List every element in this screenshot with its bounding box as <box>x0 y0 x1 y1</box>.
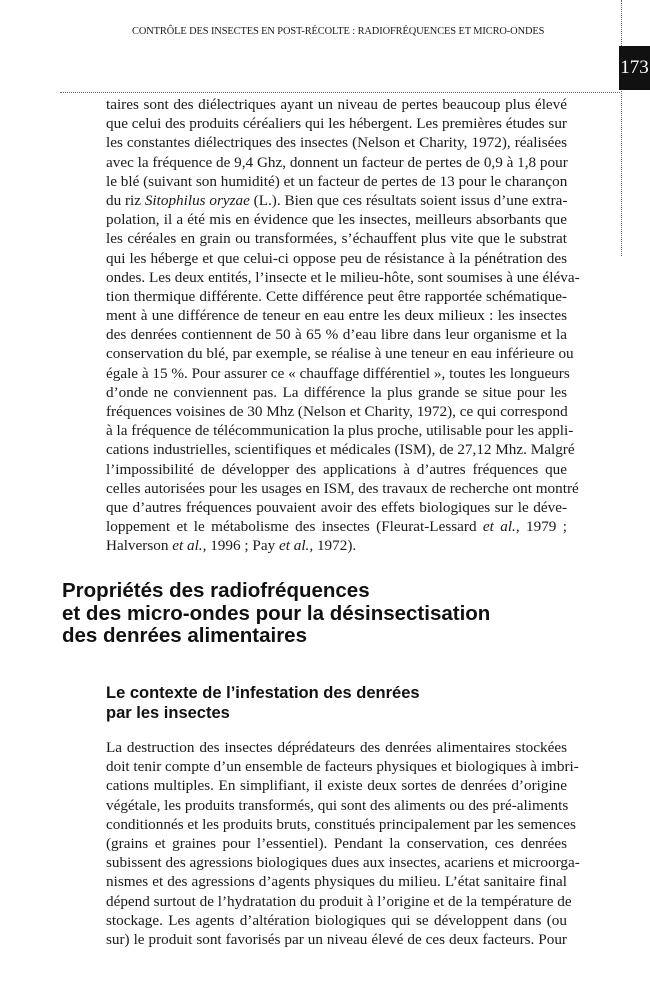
text-line: ment à une différence de teneur en eau entre les deux milieux : les insectes <box>106 307 567 325</box>
text-line: doit tenir compte d’un ensemble de facteurs physiques et biologiques à imbri- <box>106 758 579 776</box>
text-line: à la fréquence de télécommunication la plus proche, utilisable pour les appli- <box>106 422 574 440</box>
text-line: égale à 15 %. Pour assurer ce « chauffage différentiel », toutes les longueurs <box>106 364 570 382</box>
italic-text: et al., <box>278 537 314 555</box>
subsection-heading <box>106 683 420 723</box>
italic-text: et al., <box>482 518 520 536</box>
text-line: (grains et graines pour l’essentiel). Pendant la conservation, ces denrées <box>106 834 567 852</box>
section-heading <box>62 580 490 648</box>
text-line: les constantes diélectriques des insectes (Nelson et Charity, 1972), réalisées <box>106 134 567 152</box>
text-line: dépend surtout de l’hydratation du produit à l’origine et de la température de <box>106 892 572 910</box>
text-line: cations multiples. En simplifiant, il existe deux sortes de denrées d’origine <box>106 777 567 795</box>
text-line <box>106 536 567 555</box>
paragraph-1 <box>106 95 580 556</box>
text-run: du riz <box>106 191 145 209</box>
text-line: les céréales en grain ou transformées, s’échauffent plus vite que le substrat <box>106 230 567 248</box>
text-line: végétale, les produits transformés, qui sont des aliments ou des pré-aliments <box>106 796 569 814</box>
page-number: 173 <box>619 46 650 90</box>
section-heading-line: Propriétés des radiofréquences <box>62 579 370 602</box>
text-line <box>106 191 567 210</box>
section-heading-line: et des micro-ondes pour la désinsectisation <box>62 601 491 625</box>
text-line: conditionnés et les produits bruts, constitués principalement par les semences <box>106 815 576 833</box>
text-run: 1996 ; Pay <box>206 537 279 555</box>
text-line: qui les héberge et que celui-ci oppose peu de résistance à la pénétration des <box>106 249 567 267</box>
paragraph-2 <box>106 738 580 949</box>
text-line: taires sont des diélectriques ayant un niveau de pertes beaucoup plus élevé <box>106 96 567 113</box>
header-dotted-rule <box>60 92 620 93</box>
text-line: La destruction des insectes déprédateurs des denrées alimentaires stockées <box>106 739 567 756</box>
text-line: avec la fréquence de 9,4 Ghz, donnent un facteur de pertes de 0,9 à 1,8 pour <box>106 153 568 171</box>
text-run: loppement et le métabolisme des insectes (Fleurat-Lessard <box>106 518 483 536</box>
text-line: nismes et des agressions d’agents physiques du milieu. L’état sanitaire final <box>106 873 567 891</box>
margin-dotted-rule <box>621 0 622 256</box>
text-line <box>106 517 567 536</box>
text-line: cations industrielles, scientifiques et médicales (ISM), de 27,12 Mhz. Malgré <box>106 441 575 459</box>
section-heading-line: des denrées alimentaires <box>62 624 307 647</box>
text-line: polation, il a été mis en évidence que les insectes, meilleurs absorbants que <box>106 211 567 229</box>
text-line: stockage. Les agents d’altération biologiques qui se développent dans (ou <box>106 911 567 929</box>
running-head: CONTRÔLE DES INSECTES EN POST-RÉCOLTE : RADIOFRÉQUENCES ET MICRO-ONDES <box>132 26 545 37</box>
text-line: l’impossibilité de développer des applications à d’autres fréquences que <box>106 460 567 478</box>
subsection-heading-line: Le contexte de l’infestation des denrées <box>106 684 420 702</box>
text-run: Halverson <box>106 537 173 555</box>
text-line: des denrées contiennent de 50 à 65 % d’eau libre dans leur organisme et la <box>106 326 567 344</box>
text-line: celles autorisées pour les usages en ISM, des travaux de recherche ont montré <box>106 479 579 497</box>
text-run: (L.). Bien que ces résultats soient issus d’une extra- <box>249 191 568 209</box>
text-line: subissent des agressions biologiques dues aux insectes, acariens et microorga- <box>106 854 580 872</box>
text-line: que celui des produits céréaliers qui les hébergent. Les premières études sur <box>106 115 567 133</box>
subsection-heading-line: par les insectes <box>106 704 230 722</box>
text-line: conservation du blé, par exemple, se réalise à une teneur en eau inférieure ou <box>106 345 574 363</box>
italic-text: et al., <box>172 537 207 555</box>
text-run: 1979 ; <box>519 518 567 536</box>
text-line: fréquences voisines de 30 Mhz (Nelson et Charity, 1972), ce qui correspond <box>106 403 568 420</box>
text-line: que d’autres fréquences pouvaient avoir des effets biologiques sur le déve- <box>106 498 567 516</box>
text-line: le blé (suivant son humidité) et un facteur de pertes de 13 pour le charançon <box>106 172 568 190</box>
italic-text: Sitophilus oryzae <box>144 191 250 209</box>
text-line: d’onde ne conviennent pas. La différence la plus grande se situe pour les <box>106 383 567 401</box>
text-line: tion thermique différente. Cette différence peut être rapportée schématique- <box>106 287 567 305</box>
text-run: 1972). <box>313 537 357 555</box>
text-line: ondes. Les deux entités, l’insecte et le milieu-hôte, sont soumises à une éléva- <box>106 268 580 286</box>
text-line: sur) le produit sont favorisés par un niveau élevé de ces deux facteurs. Pour <box>106 930 567 948</box>
